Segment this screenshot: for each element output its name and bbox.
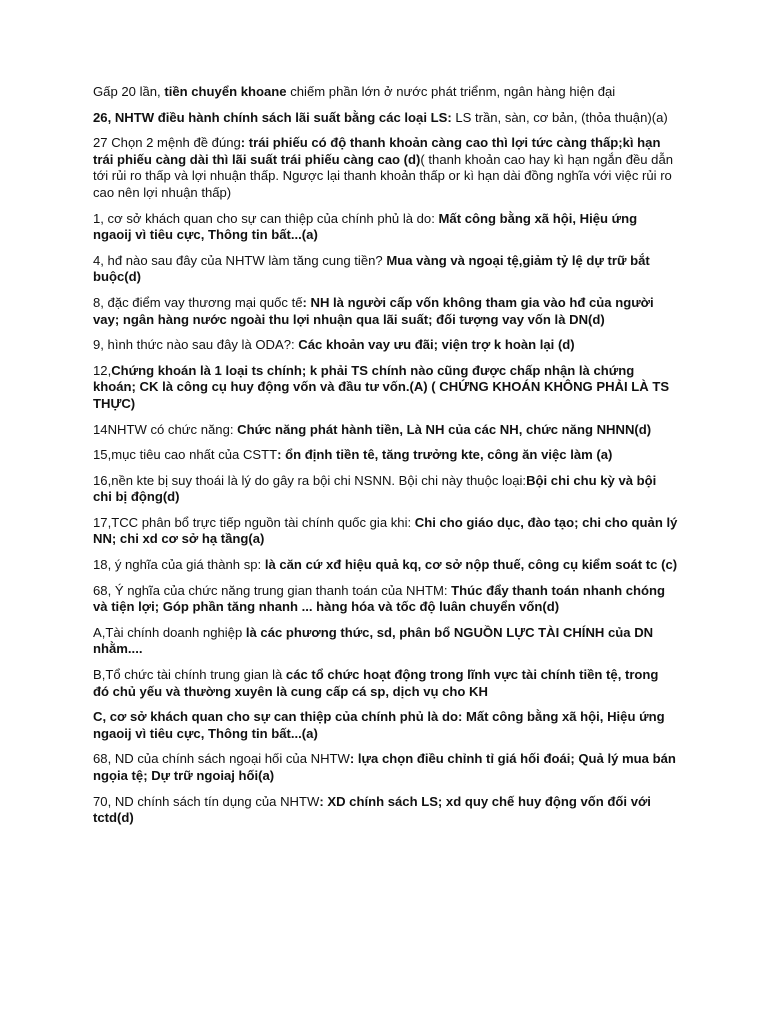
bold-text-run: Thúc đẩy thanh toán nhanh chóng và tiện lợi; Góp phần tăng nhanh ... hàng hóa và tốc độ luân chuyển vốn(d) xyxy=(93,582,666,615)
paragraph xyxy=(93,363,678,413)
text-run: 4, hđ nào sau đây của NHTW làm tăng cung tiền? xyxy=(93,252,387,268)
text-run: 9, hình thức nào sau đây là ODA?: xyxy=(93,337,299,353)
text-run: 27 Chọn 2 mệnh đề đúng xyxy=(93,135,241,151)
paragraph xyxy=(93,422,678,439)
paragraph xyxy=(93,295,678,328)
text-run: ( thanh khoản cao hay kì hạn ngắn đều dẫn tới rủi ro thấp và lợi nhuận thấp. Ngược lại thanh khoản thấp or kì hạn dài đồng nghĩa với việc rủi ro cao nên lợi nhuận thấp) xyxy=(93,151,674,200)
text-run: A,Tài chính doanh nghiệp xyxy=(93,624,246,640)
paragraph xyxy=(93,557,678,574)
bold-text-run: tiền chuyển khoane xyxy=(164,84,287,99)
paragraph xyxy=(93,667,678,700)
text-run: 18, ý nghĩa của giá thành sp: xyxy=(93,557,265,573)
paragraph xyxy=(93,337,678,354)
paragraph xyxy=(93,447,678,464)
text-run: 17,TCC phân bổ trực tiếp nguồn tài chính quốc gia khi: xyxy=(93,514,415,530)
paragraph xyxy=(93,515,678,548)
bold-text-run: 26, NHTW điều hành chính sách lãi suất bằng các loại LS: xyxy=(93,109,452,125)
text-run: 1, cơ sở khách quan cho sự can thiệp của chính phủ là do: xyxy=(93,210,439,226)
paragraph xyxy=(93,84,678,101)
paragraph xyxy=(93,583,678,616)
text-run: B,Tổ chức tài chính trung gian là xyxy=(93,667,286,683)
paragraph xyxy=(93,110,678,127)
paragraph xyxy=(93,211,678,244)
text-run: 8, đặc điểm vay thương mại quốc tế xyxy=(93,294,303,310)
paragraph xyxy=(93,253,678,286)
paragraph xyxy=(93,473,678,506)
paragraph xyxy=(93,794,678,827)
text-run: Gấp 20 lần, xyxy=(93,84,165,99)
text-run: 14NHTW có chức năng: xyxy=(93,421,238,437)
text-run: 16,nền kte bị suy thoái là lý do gây ra bội chi NSNN. Bội chi này thuộc loại: xyxy=(93,472,527,488)
text-run: LS trần, sàn, cơ bản, (thỏa thuận)(a) xyxy=(451,109,668,125)
bold-text-run: : XD chính sách LS; xd quy chế huy động vốn đối với tctd(d) xyxy=(93,793,651,826)
paragraph xyxy=(93,751,678,784)
text-run: 68, Ý nghĩa của chức năng trung gian thanh toán của NHTM: xyxy=(93,582,452,598)
bold-text-run: Mất công bằng xã hội, Hiệu ứng ngaoij vì tiêu cực, Thông tin bất...(a) xyxy=(93,210,638,243)
text-run: 15,mục tiêu cao nhất của CSTT xyxy=(93,447,278,463)
bold-text-run: là căn cứ xđ hiệu quả kq, cơ sở nộp thuế, công cụ kiểm soát tc (c) xyxy=(264,557,678,573)
bold-text-run: Bội chi chu kỳ và bội chi bị động(d) xyxy=(93,472,657,505)
paragraph xyxy=(93,709,678,742)
bold-text-run: Chi cho giáo dục, đào tạo; chi cho quản lý NN; chi xd cơ sở hạ tầng(a) xyxy=(93,514,678,547)
bold-text-run: các tổ chức hoạt động trong lĩnh vực tài chính tiền tệ, trong đó chủ yếu và thường xuyên là cung cấp cá sp, dịch vụ cho KH xyxy=(93,667,659,699)
bold-text-run: Các khoản vay ưu đãi; viện trợ k hoàn lại (d) xyxy=(298,337,575,353)
bold-text-run: : trái phiếu có độ thanh khoản càng cao thì lợi tức càng thấp;kì hạn trái phiếu càng dài thì lãi suất trái phiếu càng cao (d) xyxy=(93,135,661,167)
text-run: 68, ND của chính sách ngoại hối của NHTW xyxy=(93,751,350,767)
text-run: 70, ND chính sách tín dụng của NHTW xyxy=(93,793,320,809)
text-run: chiếm phần lớn ở nước phát triểnm, ngân hàng hiện đại xyxy=(286,84,616,99)
bold-text-run: Chứng khoán là 1 loại ts chính; k phải TS chính nào cũng được chấp nhận là chứng khoán; CK là công cụ huy động vốn và đầu tư vốn.(A) ( CHỨNG KHOÁN KHÔNG PHẢI LÀ TS THỰC) xyxy=(93,362,670,411)
bold-text-run: : NH là người cấp vốn không tham gia vào hđ của người vay; ngân hàng nước ngoài thu lợi nhuận qua lãi suất; đối tượng vay vốn là DN(d) xyxy=(93,294,654,327)
paragraph xyxy=(93,625,678,658)
bold-text-run: Mua vàng và ngoại tệ,giảm tỷ lệ dự trữ bắt buộc(d) xyxy=(93,252,650,285)
paragraph xyxy=(93,135,678,201)
text-run: 12, xyxy=(93,362,112,378)
bold-text-run: C, cơ sở khách quan cho sự can thiệp của chính phủ là do: Mất công bằng xã hội, Hiệu ứng ngaoij vì tiêu cực, Thông tin bất...(a) xyxy=(93,709,665,741)
bold-text-run: : ổn định tiền tê, tăng trưởng kte, công ăn việc làm (a) xyxy=(277,447,613,463)
bold-text-run: là các phương thức, sd, phân bổ NGUỒN LỰC TÀI CHÍNH của DN nhằm.... xyxy=(93,624,654,657)
bold-text-run: : lựa chọn điều chỉnh tỉ giá hối đoái; Quả lý mua bán ngọia tệ; Dự trữ ngoiaj hối(a) xyxy=(93,751,676,783)
bold-text-run: Chức năng phát hành tiền, Là NH của các NH, chức năng NHNN(d) xyxy=(237,421,652,437)
